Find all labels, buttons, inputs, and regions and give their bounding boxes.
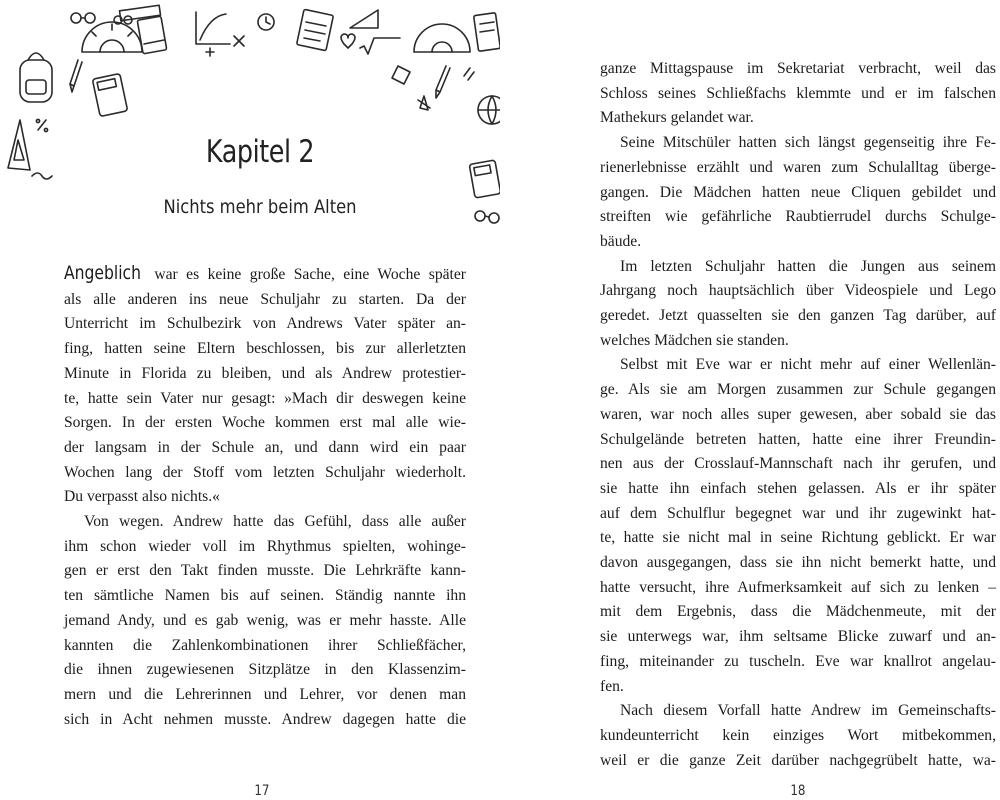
eraser-icon xyxy=(392,66,410,84)
heart-icon xyxy=(341,34,355,48)
protractor-right-icon xyxy=(414,24,470,52)
text-line: te, hatte sie nicht mal in seine Richtung geblickt. Er war xyxy=(600,529,996,547)
text-line: mit dem Ergebnis, dass die Mädchenmeute, mit der xyxy=(600,603,996,621)
text-line: geredet. Jetzt quasselten sie den ganzen Tag darüber, auf xyxy=(600,307,996,325)
right-body-text xyxy=(600,57,996,773)
text-line: mern und die Lehrerinnen und Lehrer, vor denen man xyxy=(64,685,466,703)
text-line: Wochen lang der Stoff vom letzten Schuljahr wiederholt. xyxy=(64,463,466,481)
lead-word: Angeblich xyxy=(64,262,142,284)
text-line: jemand Andy, und es gab wenig, was er mehr hasste. Alle xyxy=(64,611,466,629)
text-line: sie unterwegs war, ihm seltsame Blicke zuwarf und an- xyxy=(600,628,996,646)
left-body-text xyxy=(64,261,466,732)
text-line: kundeunterricht kein einziges Wort mitbekommen, xyxy=(600,726,996,744)
text-line: der langsam in der Schule an, und dann wird ein paar xyxy=(64,438,466,456)
text-line: streiften wie gefährliche Raubtierrudel durchs Schulge- xyxy=(600,208,996,226)
text-line: welches Mädchen sie standen. xyxy=(600,331,789,349)
chapter-title: Kapitel 2 xyxy=(205,134,315,170)
book-right-icon xyxy=(474,13,500,52)
text-line: fing, hatten seine Eltern beschlossen, bis zur allerletzten xyxy=(64,340,466,358)
squiggle-icon xyxy=(32,173,52,179)
text-line: te, hatte sein Vater nur gesagt: »Mach dir deswegen keine xyxy=(64,389,466,407)
text-line: bäude. xyxy=(600,232,642,250)
backpack-icon xyxy=(20,53,52,102)
text-line: hatte versucht, ihre Aufmerksamkeit auf sich zu lenken – xyxy=(600,578,996,596)
math-symbols-icon xyxy=(206,36,244,56)
globe-icon xyxy=(478,96,500,124)
text-line: Sorgen. In der ersten Woche kommen erst mal alle wie- xyxy=(64,414,466,432)
first-line-rest: war es keine große Sache, eine Woche später xyxy=(154,266,466,283)
text-line: ge. Als sie am Morgen zusammen zur Schule gegangen xyxy=(600,381,996,399)
page-number-right: 18 xyxy=(790,783,806,799)
pencil-far-right-icon xyxy=(464,68,474,80)
first-line xyxy=(64,261,466,288)
text-line: davon ausgegangen, dass sie ihn nicht bemerkt hatte, und xyxy=(600,554,996,572)
text-line: ten sämtliche Namen bis auf seinen. Ständig nannte ihn xyxy=(64,587,466,605)
text-line: gangen. Die Mädchen hatten neue Cliquen gebildet und xyxy=(600,183,996,201)
page-number-left: 17 xyxy=(254,783,270,799)
set-square-icon xyxy=(350,10,378,28)
pushpin-icon xyxy=(418,96,430,110)
text-line: fen. xyxy=(600,677,624,695)
text-line: Von wegen. Andrew hatte das Gefühl, dass alle außer xyxy=(84,513,466,531)
text-line: auf dem Schulflur begegnet war und ihr zugewinkt hat- xyxy=(600,504,996,522)
calculator-icon xyxy=(92,74,127,117)
text-line: rienerlebnisse erzählt und waren zum Schulalltag überge- xyxy=(600,158,996,176)
text-line: als alle anderen ins neue Schuljahr zu starten. Da der xyxy=(64,290,466,308)
pencil-icon xyxy=(70,60,82,92)
text-line: gen er erst den Takt finden musste. Die Lehrkräfte kann- xyxy=(64,562,466,580)
text-line: Schulgelände betreten hatten, hatte eine ihrer Freundin- xyxy=(600,430,996,448)
text-line: Nach diesem Vorfall hatte Andrew im Gemeinschafts- xyxy=(620,702,996,720)
triangle-ruler-icon xyxy=(8,120,30,170)
text-line: weil er die ganze Zeit darüber nachgegrübelt hatte, wa- xyxy=(600,751,996,769)
text-line: Seine Mitschüler hatten sich längst gegenseitig ihre Fe- xyxy=(620,134,996,152)
text-line: fing, miteinander zu tuscheln. Eve war knallrot angelau- xyxy=(600,652,996,670)
text-line: die ihnen zugewiesenen Sitzplätze in den Klassenzim- xyxy=(64,661,466,679)
text-line: Jahrgang noch hauptsächlich über Videospiele und Lego xyxy=(600,282,996,300)
text-line: Schloss seines Schließfachs klemmte und er im falschen xyxy=(600,84,996,102)
text-line: sich in Acht nehmen musste. Andrew dagegen hatte die xyxy=(64,710,466,728)
text-line: Im letzten Schuljahr hatten die Jungen aus seinem xyxy=(620,257,996,275)
ruler-icon xyxy=(119,5,160,20)
clock-icon xyxy=(258,14,274,30)
text-line: Unterricht im Schulbezirk von Andrews Vater später an- xyxy=(64,315,466,333)
calculator-right-icon xyxy=(469,160,500,198)
square-root-icon xyxy=(360,38,400,54)
text-line: waren, war noch alles super gewesen, aber sobald sie das xyxy=(600,405,996,423)
notebook-icon xyxy=(297,9,334,50)
text-line: Mathekurs gelandet war. xyxy=(600,109,754,127)
text-line: Selbst mit Eve war er nicht mehr auf einer Wellenlän- xyxy=(620,356,996,374)
percent-icon xyxy=(36,119,47,131)
graph-icon xyxy=(196,12,230,44)
text-line: Minute in Florida zu bleiben, und als Andrew protestier- xyxy=(64,364,466,382)
book-icon xyxy=(137,16,167,54)
pencil-right-icon xyxy=(436,66,450,98)
text-line: kannten die Zahlenkombinationen ihrer Schließfächer, xyxy=(64,636,466,654)
glasses-icon xyxy=(71,13,132,24)
text-line: ihm schon wieder voll im Rhythmus spielten, wohinge- xyxy=(64,537,466,555)
text-line: nen aus der Crosslauf-Mannschaft nach ihr gerufen, und xyxy=(600,455,996,473)
text-line: ganze Mittagspause im Sekretariat verbracht, weil das xyxy=(600,60,996,77)
protractor-icon xyxy=(82,22,142,52)
text-line: Du verpasst also nichts.« xyxy=(64,488,220,506)
chapter-subtitle: Nichts mehr beim Alten xyxy=(163,196,357,218)
text-line: sie hatte ihn einfach stehen gelassen. Als er ihr später xyxy=(600,479,996,497)
